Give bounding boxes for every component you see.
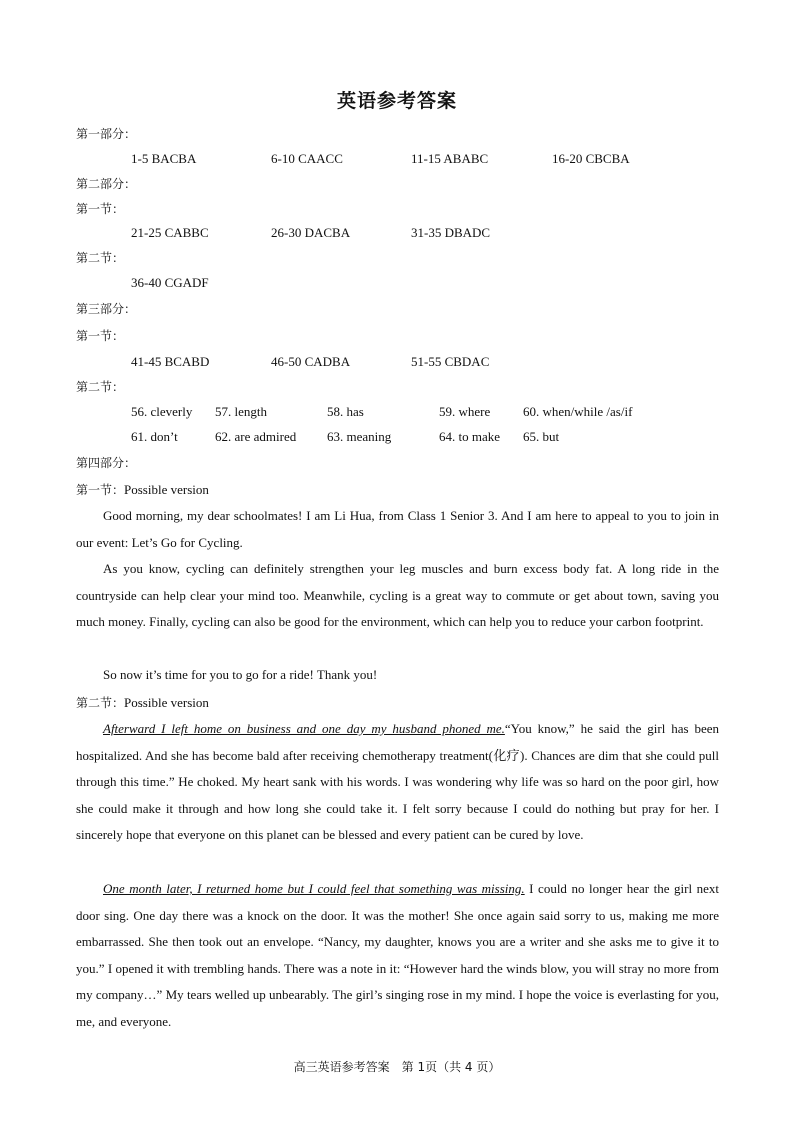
paragraph-text: “You know,” he said the girl has been hospitalized. And she has become bald after receiving chemotherapy treatment(化疗). Chances are dim that she could pull through this time.” He choked. My heart sank with his words. I was wondering why life was so hard on the poor girl, how she could make it through and how long she could take it. I felt sorry because I could do nothing but pray for her. I sincerely hope that everyone on this planet can be blessed and every patient can be cured by love. — [76, 721, 719, 843]
answer-item: 65. but — [523, 429, 560, 444]
answer-item: 59. where — [439, 404, 491, 419]
paragraph-text: I could no longer hear the girl next door sing. One day there was a knock on the door. It was the mother! She once again said sorry to us, making me more embarrassed. She then took out an envelope. “Nancy, my daughter, knows you are a writer and she asks me to give it to you.” I opened it with trembling hands. There was a note in it: “However hard the winds blow, you will stray no more from my company…” My tears welled up unbearably. The girl’s singing rose in my mind. I hope the voice is everlasting for you, me, and everyone. — [76, 881, 720, 1029]
part3-section1-heading: 第一节： — [76, 329, 125, 343]
version-label: Possible version — [124, 695, 209, 710]
essay1-paragraph — [76, 662, 719, 689]
essay2-paragraph — [76, 716, 719, 849]
answer-group: 36-40 CGADF — [131, 275, 209, 290]
part4-section1-heading: 第一节： — [76, 483, 125, 497]
part4-section2-heading-line — [76, 695, 209, 711]
part2-section1-heading: 第一节： — [76, 202, 125, 216]
essay2-paragraph — [76, 876, 719, 1036]
answer-item: 61. don’t — [131, 429, 178, 444]
answer-item: 58. has — [327, 404, 364, 419]
answer-item: 63. meaning — [327, 429, 392, 444]
essay1-paragraph — [76, 503, 719, 556]
answer-group: 46-50 CADBA — [271, 354, 351, 369]
part4-heading: 第四部分： — [76, 456, 137, 470]
answer-item: 62. are admired — [215, 429, 297, 444]
answer-group: 1-5 BACBA — [131, 151, 197, 166]
paragraph-text: So now it’s time for you to go for a ride! Thank you! — [103, 667, 378, 682]
answer-item: 57. length — [215, 404, 267, 419]
page-title: 英语参考答案 — [336, 90, 457, 112]
paragraph-text: Good morning, my dear schoolmates! I am Li Hua, from Class 1 Senior 3. And I am here to appeal to you to join in our event: Let’s Go for Cycling. — [76, 508, 719, 550]
part3-section2-answer-row-2 — [0, 429, 794, 445]
part3-heading: 第三部分： — [76, 302, 137, 316]
essay1-paragraph — [76, 556, 719, 636]
part4-section1-heading-line — [76, 482, 209, 498]
answer-group: 6-10 CAACC — [271, 151, 343, 166]
answer-item: 64. to make — [439, 429, 501, 444]
version-label: Possible version — [124, 482, 209, 497]
part3-section2-answer-row-1 — [0, 404, 794, 420]
answer-group: 16-20 CBCBA — [552, 151, 630, 166]
answer-group: 26-30 DACBA — [271, 225, 351, 240]
answer-group: 51-55 CBDAC — [411, 354, 490, 369]
answer-item: 60. when/while /as/if — [523, 404, 633, 419]
part3-section2-heading: 第二节： — [76, 380, 125, 394]
answer-group: 41-45 BCABD — [131, 354, 210, 369]
part3-section1-answer-row — [0, 354, 794, 370]
paragraph-text: As you know, cycling can definitely strengthen your leg muscles and burn excess body fat. A long ride in the countryside can help clear your mind too. Meanwhile, cycling is a great way to commute or get about town, saving you much money. Finally, cycling can also be good for the environment, which can help you to reduce your carbon footprint. — [76, 561, 719, 630]
answer-group: 31-35 DBADC — [411, 225, 491, 240]
part4-section2-heading: 第二节： — [76, 696, 125, 710]
part1-answer-row — [0, 151, 794, 167]
given-lead-sentence: Afterward I left home on business and one day my husband phoned me. — [103, 721, 505, 736]
part1-heading: 第一部分： — [76, 127, 137, 141]
answer-group: 21-25 CABBC — [131, 225, 209, 240]
part2-heading: 第二部分： — [76, 177, 137, 191]
given-lead-sentence: One month later, I returned home but I could feel that something was missing. — [103, 881, 525, 896]
part2-section2-heading: 第二节： — [76, 251, 125, 265]
part2-section2-answer-row — [0, 275, 794, 291]
page-footer: 高三英语参考答案 第 1页（共 4 页） — [293, 1060, 501, 1074]
answer-group: 11-15 ABABC — [411, 151, 489, 166]
part2-section1-answer-row — [0, 225, 794, 241]
answer-item: 56. cleverly — [131, 404, 193, 419]
